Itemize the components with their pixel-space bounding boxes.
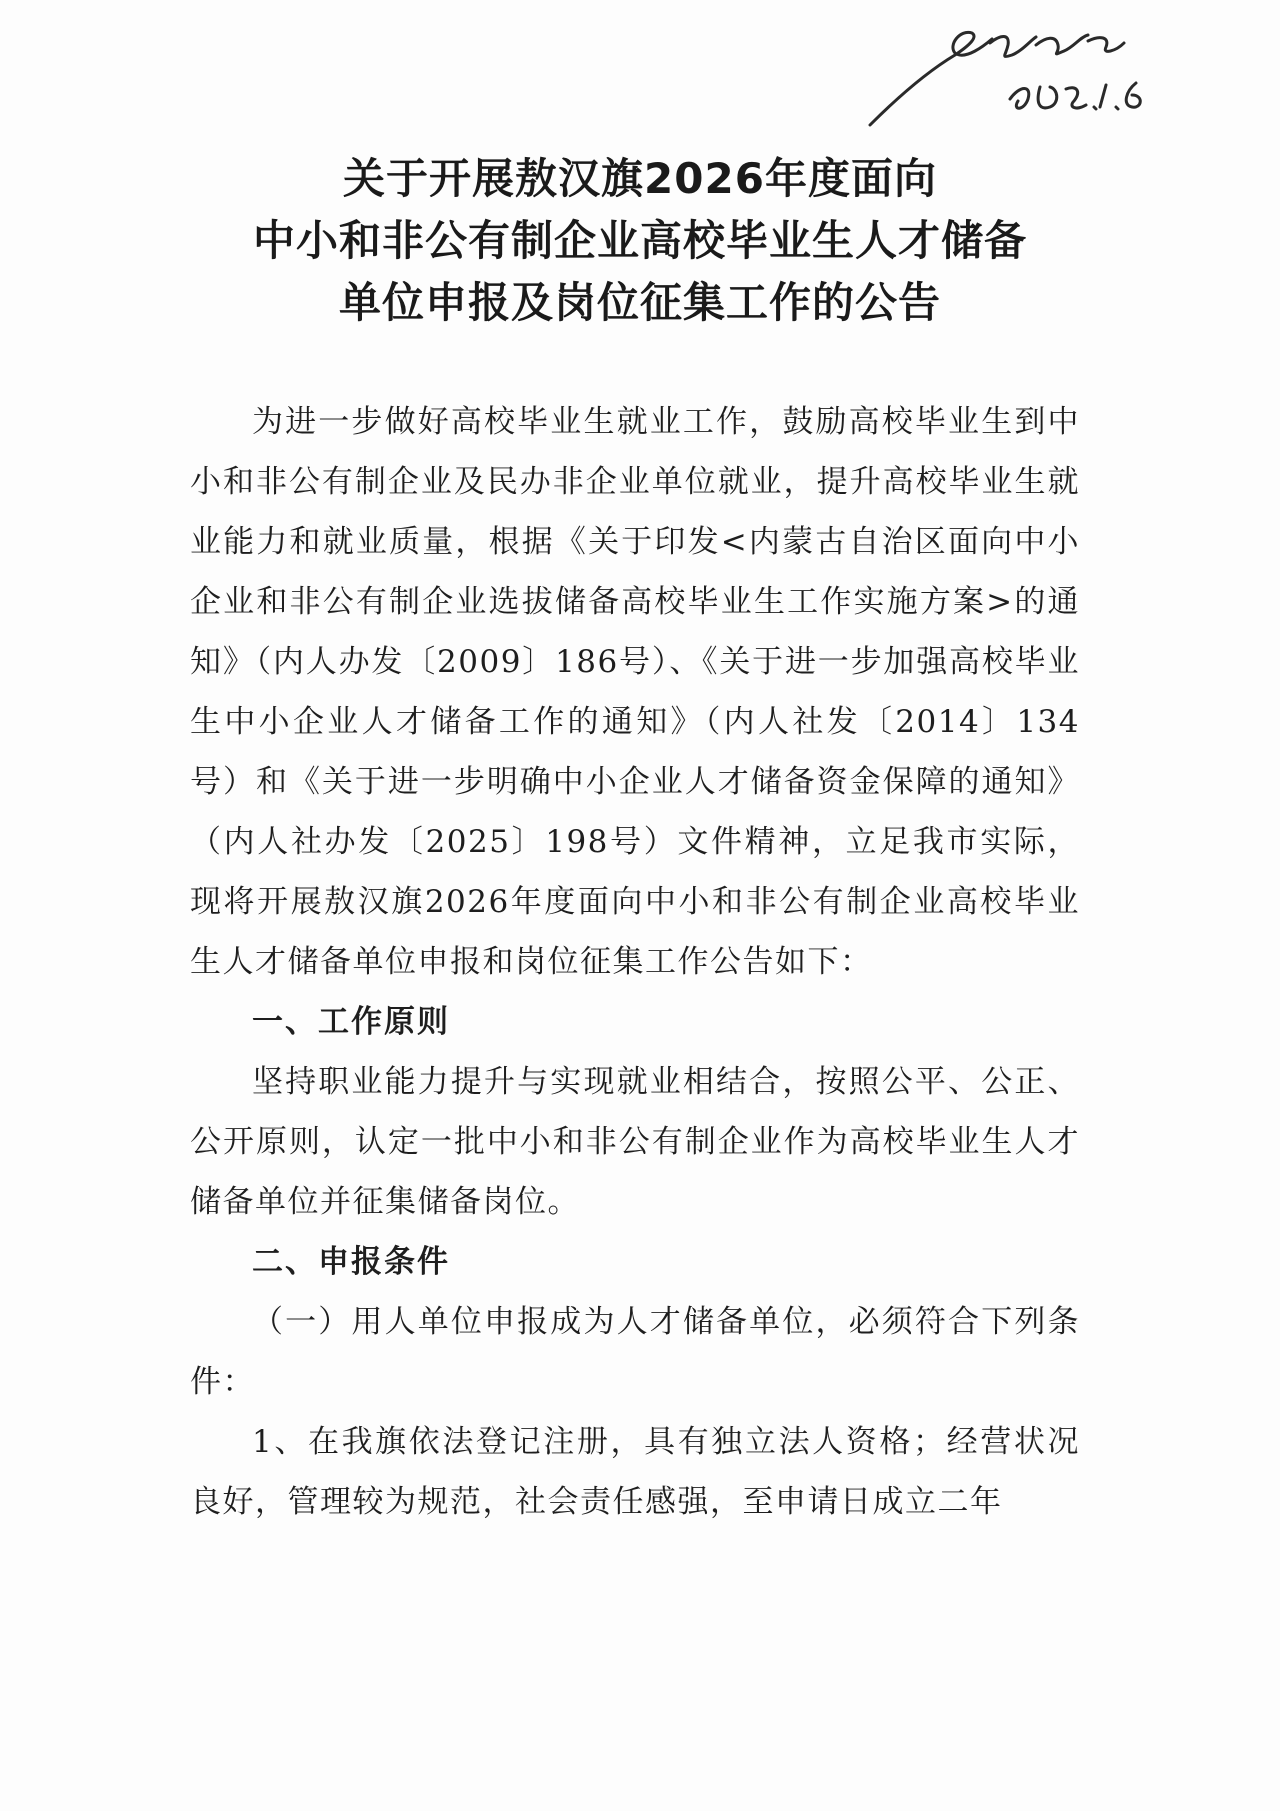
handwritten-signature [860,15,1180,135]
document-body [190,392,1080,1532]
application-conditions-item1: 1、在我旗依法登记注册，具有独立法人资格；经营状况良好，管理较为规范，社会责任感强，至申请日成立二年 [190,1424,1080,1520]
section-heading-application-conditions: 二、申报条件 [252,1244,450,1280]
work-principles-paragraph: 坚持职业能力提升与实现就业相结合，按照公平、公正、公开原则，认定一批中小和非公有制企业作为高校毕业生人才储备单位并征集储备岗位。 [190,1064,1080,1220]
title-line-3: 单位申报及岗位征集工作的公告 [338,278,941,327]
section-heading-work-principles: 一、工作原则 [252,1004,450,1040]
application-conditions-sub1: （一）用人单位申报成为人才储备单位，必须符合下列条件： [190,1304,1080,1400]
title-line-1: 关于开展敖汉旗2026年度面向 [343,154,937,203]
intro-paragraph: 为进一步做好高校毕业生就业工作，鼓励高校毕业生到中小和非公有制企业及民办非企业单位就业，提升高校毕业生就业能力和就业质量，根据《关于印发<内蒙古自治区面向中小企业和非公有制企业选拔储备高校毕业生工作实施方案>的通知》（内人办发〔2009〕186号）、《关于进一步加强高校毕业生中小企业人才储备工作的通知》（内人社发〔2014〕134号）和《关于进一步明确中小企业人才储备资金保障的通知》（内人社办发〔2025〕198号）文件精神，立足我市实际，现将开展敖汉旗2026年度面向中小和非公有制企业高校毕业生人才储备单位申报和岗位征集工作公告如下： [190,404,1080,980]
document-title [150,148,1130,334]
title-line-2: 中小和非公有制企业高校毕业生人才储备 [252,216,1027,265]
